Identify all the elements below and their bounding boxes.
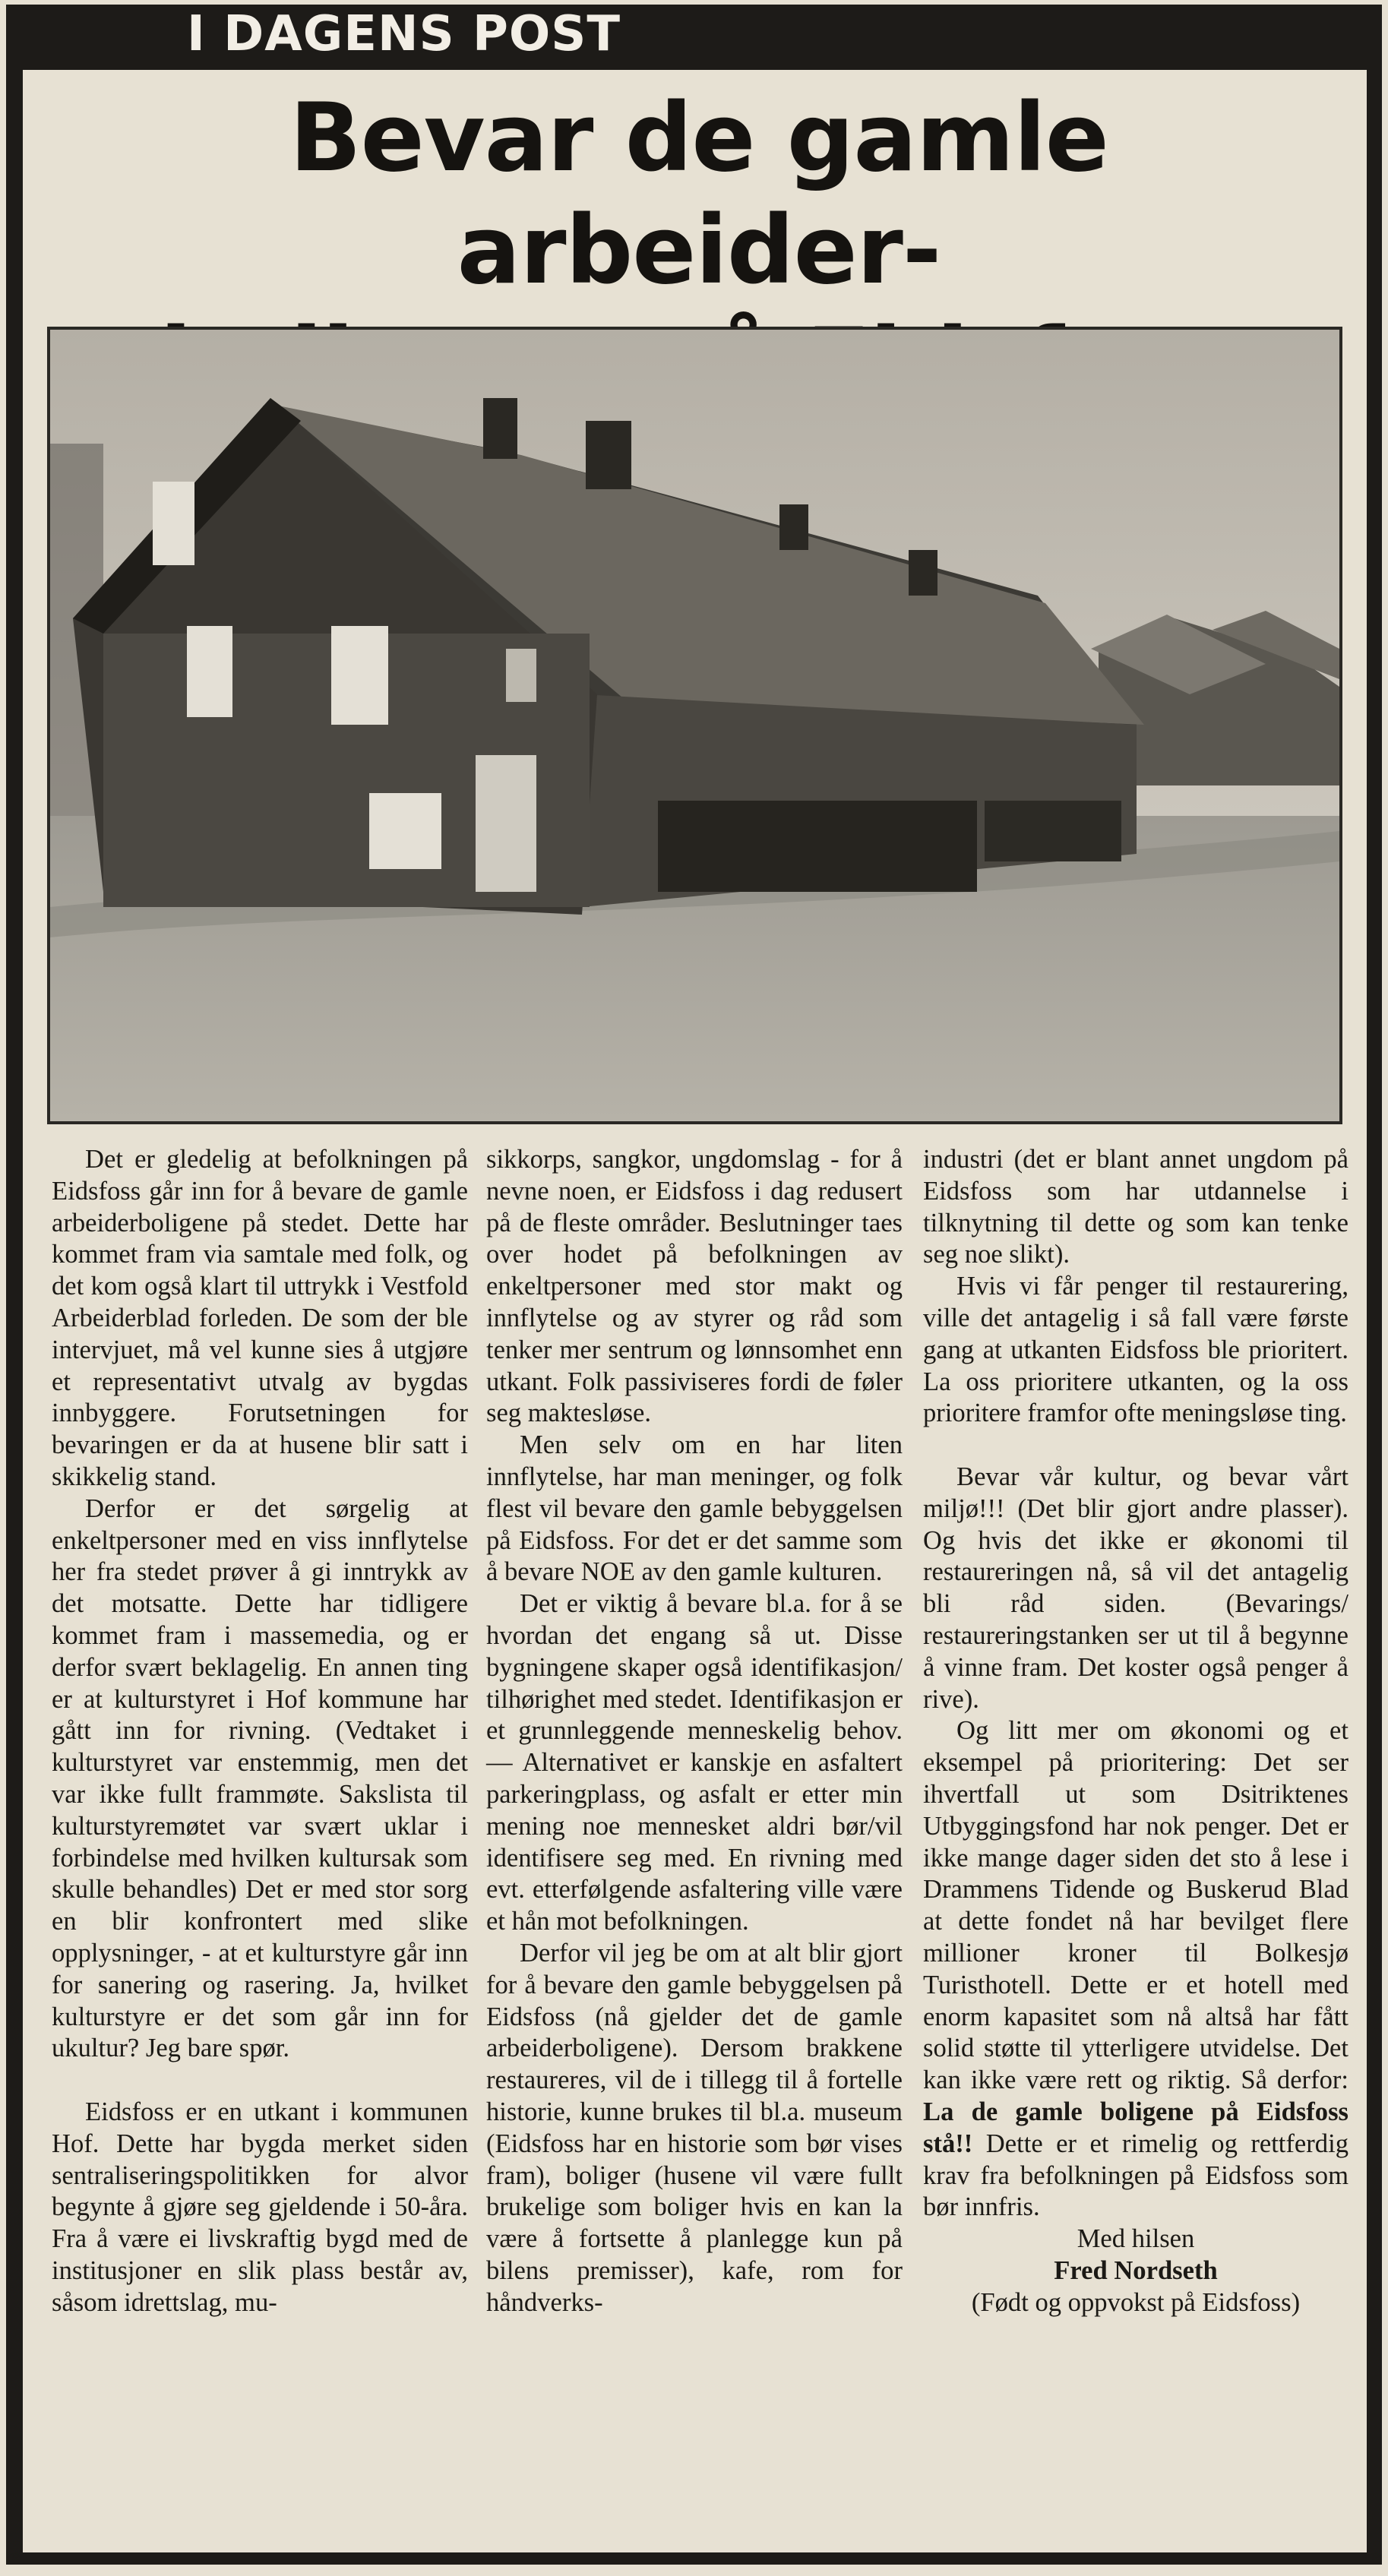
emphasis-text: La de gamle boligene på Eidsfoss stå!! (923, 2097, 1348, 2158)
paragraph (923, 1715, 1348, 2224)
paragraph: Det er gledelig at befolkningen på Eidsfoss går inn for å bevare de gamle arbeiderboligene på stedet. Dette har kommet fram via samtale med folk, og det kom også klart til uttrykk i Vestfold Arbeiderblad forleden. De som der ble intervjuet, må vel kunne sies å utgjøre et representativt utvalg av bygdas innbyggere. Forutsetningen for bevaringen er da at husene blir satt i skikkelig stand. (52, 1145, 468, 1491)
paragraph: industri (det er blant annet ungdom på Eidsfoss som har utdannelse i tilknytning til dette og som kan tenke seg noe slikt). (923, 1145, 1348, 1269)
paragraph: Det er viktig å bevare bl.a. for å se hvordan det engang så ut. Disse bygningene skaper også identifikasjon/ tilhørighet med stedet. Identifikasjon er et grunnleggende menneskelig behov. — Alternativet er kanskje en asfaltert parkeringplass, og asfalt er etter min mening noe mennesket aldri bør/vil identifisere seg med. En rivning med evt. etterfølgende asfaltering ville være et hån mot befolkningen. (486, 1589, 903, 1936)
author-note: (Født og oppvokst på Eidsfoss) (971, 2287, 1301, 2317)
paragraph: Bevar vår kultur, og bevar vårt miljø!!! (Det blir gjort andre plasser). Og hvis det ikke er økonomi til restaureringen nå, så vil det antagelig bli råd siden. (Bevarings/ restaureringstanken ser ut til å begynne å vinne fram. Det koster også penger å rive). (923, 1462, 1348, 1714)
frame-left (6, 68, 23, 2560)
frame-right (1367, 68, 1382, 2560)
paragraph: Hvis vi får penger til restaurering, ville det antagelig i så fall være første gang at utkanten Eidsfoss ble prioritert. La oss prioritere utkanten, og la oss prioritere framfor ofte meningsløse ting. (923, 1272, 1348, 1428)
house-photo (47, 327, 1342, 1124)
paragraph: Men selv om en har liten innflytelse, har man meninger, og folk flest vil bevare den gamle bebyggelsen på Eidsfoss. For det er det samme som å bevare NOE av den gamle kulturen. (486, 1430, 903, 1587)
greeting: Med hilsen (1077, 2224, 1195, 2254)
paragraph-text: Dette er et rimelig og rettferdig krav fra befolkningen på Eidsfoss som bør innfris. (923, 2129, 1348, 2222)
author-name: Fred Nordseth (1054, 2255, 1218, 2285)
article-column-3 (923, 1144, 1348, 2318)
paragraph: Derfor er det sørgelig at enkeltpersoner med en viss innflytelse her fra stedet prøver å gi inntrykk av det motsatte. Dette har tidligere kommet fram i massemedia, og er derfor svært beklagelig. En annen ting er at kulturstyret i Hof kommune har gått inn for rivning. (Vedtaket i kulturstyret var enstemmig, men det var ikke fullt frammøte. Sakslista til kulturstyremøtet var svært uklar i forbindelse med hvilken kultursak som skulle behandles) Det er med stor sorg en blir konfrontert med slike opplysninger, - at et kulturstyre går inn for sanering og rasering. Ja, hvilket kulturstyre er det som går inn for ukultur? Jeg bare spør. (52, 1493, 468, 2063)
article-column-2 (486, 1144, 903, 2318)
headline-line-1: Bevar de gamle arbeider- (289, 84, 1108, 305)
article-column-1 (52, 1144, 468, 2318)
section-title: I DAGENS POST (187, 6, 621, 62)
paragraph: Derfor vil jeg be om at alt blir gjort for å bevare den gamle bebyggelsen på Eidsfoss (nå gjelder det de gamle arbeiderboligene). Dersom brakkene restaureres, vil de i tillegg til å fortelle historie, kunne brukes til bl.a. museum (Eidsfoss har en historie som bør vises fram), boliger (husene vil være fullt brukelige som boliger hvis en kan la være å fortsette å planlegge kun på bilens premisser), kafe, rom for håndverks- (486, 1938, 903, 2317)
paragraph: Eidsfoss er en utkant i kommunen Hof. Dette har bygda merket siden sentraliseringspolitikken for alvor begynte å gjøre seg gjeldende i 50-åra. Fra å være ei livskraftig bygd med de institusjoner en slik plass består av, såsom idrettslag, mu- (52, 2097, 468, 2317)
paragraph-text: Og litt mer om økonomi og et eksempel på prioritering: Det ser ihvertfall ut som Dsitriktenes Utbyggingsfond har nok penger. Det er ikke mange dager siden det sto å lese i Drammens Tidende og Buskerud Blad at dette fondet nå har bevilget flere millioner kroner til Bolkesjø Turisthotell. Dette er et hotell med enorm kapasitet som nå altså har fått solid støtte til ytterligere utvidelse. Det kan ikke være rett og riktig. Så derfor: (923, 1716, 1348, 2095)
frame-bottom (6, 2552, 1382, 2565)
house-photo-drawing (50, 330, 1339, 1121)
paragraph: sikkorps, sangkor, ungdomslag - for å nevne noen, er Eidsfoss i dag redusert på de fleste områder. Beslutninger taes over hodet på befolkningen av enkeltpersoner med stor makt og innflytelse og av styrer og råd som tenker mer sentrum og lønnsomhet enn utkant. Folk passiviseres fordi de føler seg maktesløse. (486, 1145, 903, 1428)
